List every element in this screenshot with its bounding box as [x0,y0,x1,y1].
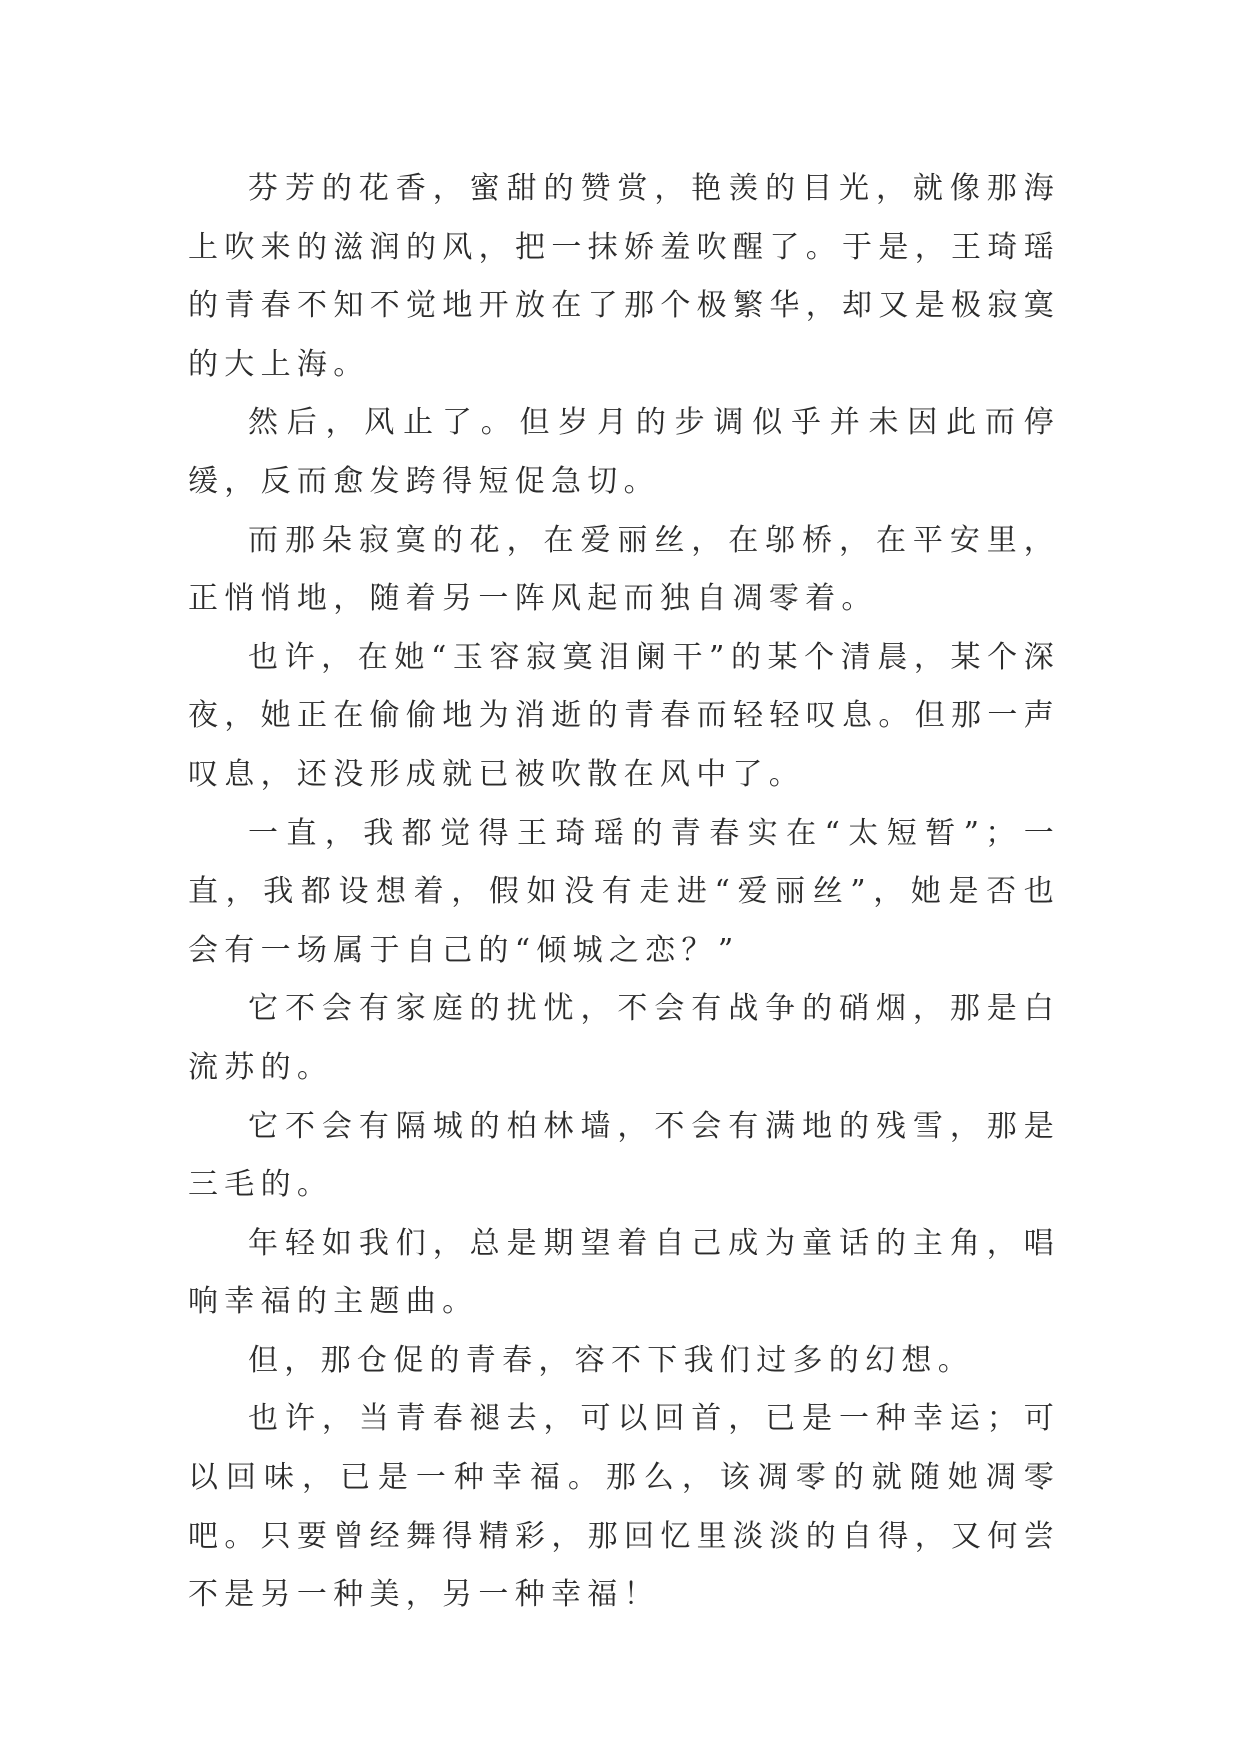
paragraph-6: 它不会有家庭的扰忧，不会有战争的硝烟，那是白流苏的。 [188,991,1060,1085]
paragraph-3: 而那朵寂寞的花，在爱丽丝，在邬桥，在平安里，正悄悄地，随着另一阵风起而独自凋零着。 [188,522,1060,617]
paragraph-2: 然后，风止了。但岁月的步调似乎并未因此而停缓，反而愈发跨得短促急切。 [188,405,1060,499]
paragraph-5: 一直，我都觉得王琦瑶的青春实在“太短暂”；一直，我都设想着，假如没有走进“爱丽丝”，她是否也会有一场属于自己的“倾城之恋？” [188,815,1060,968]
document-body [188,160,1060,1625]
paragraph-8: 年轻如我们，总是期望着自己成为童话的主角，唱响幸福的主题曲。 [188,1225,1060,1320]
paragraph-10: 也许，当青春褪去，可以回首，已是一种幸运；可以回味，已是一种幸福。那么，该凋零的就随她凋零吧。只要曾经舞得精彩，那回忆里淡淡的自得，又何尝不是另一种美，另一种幸福！ [188,1401,1060,1613]
paragraph-4: 也许，在她“玉容寂寞泪阑干”的某个清晨，某个深夜，她正在偷偷地为消逝的青春而轻轻叹息。但那一声叹息，还没形成就已被吹散在风中了。 [188,639,1060,792]
paragraph-9: 但，那仓促的青春，容不下我们过多的幻想。 [248,1342,974,1378]
paragraph-1: 芬芳的花香，蜜甜的赞赏，艳羡的目光，就像那海上吹来的滋润的风，把一抹娇羞吹醒了。于是，王琦瑶的青春不知不觉地开放在了那个极繁华，却又是极寂寞的大上海。 [188,171,1060,382]
paragraph-7: 它不会有隔城的柏林墙，不会有满地的残雪，那是三毛的。 [188,1108,1060,1203]
